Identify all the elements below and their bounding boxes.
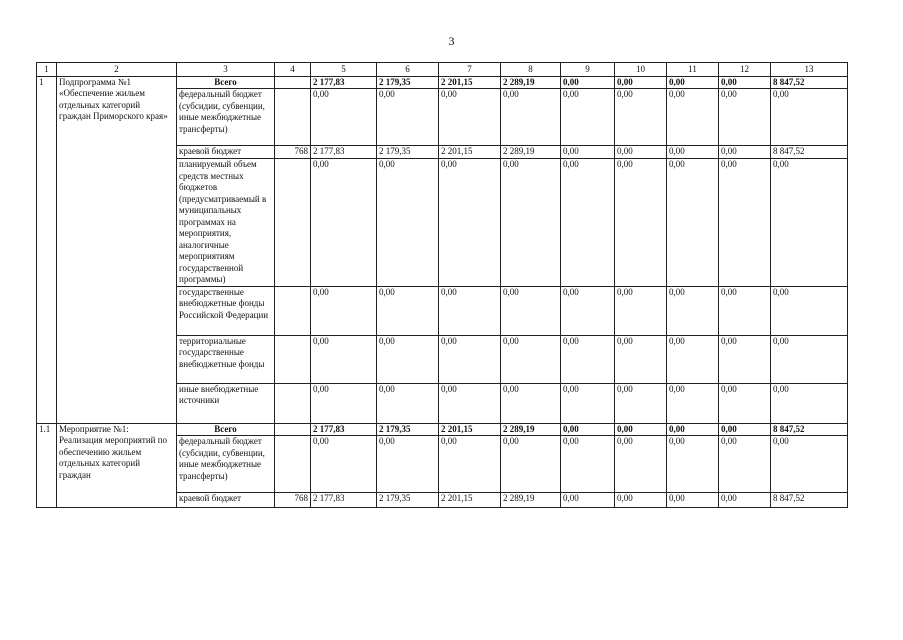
funding-source-label: краевой бюджет xyxy=(177,493,275,508)
column-header-3: 3 xyxy=(177,63,275,77)
value-cell-col-13: 0,00 xyxy=(771,335,848,383)
value-cell-col-5: 2 177,83 xyxy=(311,76,377,89)
value-cell-col-7: 0,00 xyxy=(439,436,501,493)
value-cell-col-8: 2 289,19 xyxy=(501,76,561,89)
value-cell-col-5: 2 177,83 xyxy=(311,423,377,436)
value-cell-col-7: 0,00 xyxy=(439,383,501,423)
value-cell-col-6: 0,00 xyxy=(377,383,439,423)
total-label: Всего xyxy=(177,423,275,436)
value-cell-col-10: 0,00 xyxy=(615,423,667,436)
value-cell-col-9: 0,00 xyxy=(561,436,615,493)
table-row xyxy=(37,423,848,436)
value-cell-col-5: 0,00 xyxy=(311,383,377,423)
value-cell-col-9: 0,00 xyxy=(561,383,615,423)
value-cell-col-12: 0,00 xyxy=(719,335,771,383)
value-cell-col-7: 2 201,15 xyxy=(439,423,501,436)
value-cell-col-7: 2 201,15 xyxy=(439,76,501,89)
value-cell-col-8: 2 289,19 xyxy=(501,146,561,159)
value-cell-col-11: 0,00 xyxy=(667,159,719,287)
value-cell-col-8: 0,00 xyxy=(501,383,561,423)
budget-code xyxy=(275,159,311,287)
value-cell-col-11: 0,00 xyxy=(667,76,719,89)
value-cell-col-9: 0,00 xyxy=(561,146,615,159)
funding-source-label: иные внебюджетные источники xyxy=(177,383,275,423)
value-cell-col-12: 0,00 xyxy=(719,383,771,423)
value-cell-col-13: 0,00 xyxy=(771,286,848,335)
funding-source-label: федеральный бюджет (субсидии, субвенции, иные межбюджетные трансферты) xyxy=(177,89,275,146)
value-cell-col-6: 2 179,35 xyxy=(377,76,439,89)
value-cell-col-10: 0,00 xyxy=(615,159,667,287)
value-cell-col-5: 0,00 xyxy=(311,89,377,146)
budget-code xyxy=(275,436,311,493)
value-cell-col-7: 0,00 xyxy=(439,335,501,383)
value-cell-col-10: 0,00 xyxy=(615,335,667,383)
value-cell-col-13: 0,00 xyxy=(771,436,848,493)
column-header-10: 10 xyxy=(615,63,667,77)
budget-code xyxy=(275,335,311,383)
value-cell-col-6: 2 179,35 xyxy=(377,146,439,159)
value-cell-col-11: 0,00 xyxy=(667,436,719,493)
column-header-8: 8 xyxy=(501,63,561,77)
value-cell-col-12: 0,00 xyxy=(719,286,771,335)
column-header-4: 4 xyxy=(275,63,311,77)
section-number: 1 xyxy=(37,76,57,423)
value-cell-col-8: 2 289,19 xyxy=(501,493,561,508)
value-cell-col-5: 2 177,83 xyxy=(311,146,377,159)
value-cell-col-11: 0,00 xyxy=(667,286,719,335)
funding-source-label: краевой бюджет xyxy=(177,146,275,159)
value-cell-col-7: 2 201,15 xyxy=(439,493,501,508)
column-header-2: 2 xyxy=(57,63,177,77)
funding-source-label: федеральный бюджет (субсидии, субвенции, иные межбюджетные трансферты) xyxy=(177,436,275,493)
value-cell-col-8: 0,00 xyxy=(501,159,561,287)
value-cell-col-12: 0,00 xyxy=(719,76,771,89)
value-cell-col-12: 0,00 xyxy=(719,423,771,436)
funding-source-label: планируемый объем средств местных бюджетов (предусматриваемый в муниципальных программах на мероприятия, аналогичные мероприятиям государственной программы) xyxy=(177,159,275,287)
value-cell-col-10: 0,00 xyxy=(615,436,667,493)
value-cell-col-13: 8 847,52 xyxy=(771,493,848,508)
budget-code: 768 xyxy=(275,493,311,508)
budget-table xyxy=(36,62,848,508)
value-cell-col-5: 0,00 xyxy=(311,436,377,493)
value-cell-col-7: 0,00 xyxy=(439,286,501,335)
value-cell-col-11: 0,00 xyxy=(667,335,719,383)
value-cell-col-7: 0,00 xyxy=(439,89,501,146)
value-cell-col-6: 0,00 xyxy=(377,335,439,383)
value-cell-col-9: 0,00 xyxy=(561,335,615,383)
budget-code xyxy=(275,89,311,146)
value-cell-col-9: 0,00 xyxy=(561,493,615,508)
page-number: 3 xyxy=(448,34,455,48)
column-header-13: 13 xyxy=(771,63,848,77)
column-header-5: 5 xyxy=(311,63,377,77)
column-header-1: 1 xyxy=(37,63,57,77)
value-cell-col-8: 0,00 xyxy=(501,335,561,383)
value-cell-col-12: 0,00 xyxy=(719,146,771,159)
budget-code xyxy=(275,76,311,89)
value-cell-col-12: 0,00 xyxy=(719,159,771,287)
value-cell-col-11: 0,00 xyxy=(667,146,719,159)
total-label: Всего xyxy=(177,76,275,89)
value-cell-col-12: 0,00 xyxy=(719,436,771,493)
column-header-12: 12 xyxy=(719,63,771,77)
value-cell-col-11: 0,00 xyxy=(667,423,719,436)
header-row xyxy=(37,63,848,77)
value-cell-col-5: 0,00 xyxy=(311,286,377,335)
value-cell-col-10: 0,00 xyxy=(615,89,667,146)
value-cell-col-13: 8 847,52 xyxy=(771,146,848,159)
value-cell-col-6: 0,00 xyxy=(377,159,439,287)
value-cell-col-13: 0,00 xyxy=(771,89,848,146)
value-cell-col-7: 0,00 xyxy=(439,159,501,287)
value-cell-col-10: 0,00 xyxy=(615,146,667,159)
budget-code: 768 xyxy=(275,146,311,159)
value-cell-col-8: 0,00 xyxy=(501,89,561,146)
value-cell-col-13: 0,00 xyxy=(771,383,848,423)
value-cell-col-9: 0,00 xyxy=(561,89,615,146)
value-cell-col-5: 0,00 xyxy=(311,335,377,383)
table-row xyxy=(37,76,848,89)
value-cell-col-10: 0,00 xyxy=(615,383,667,423)
value-cell-col-5: 0,00 xyxy=(311,159,377,287)
value-cell-col-7: 2 201,15 xyxy=(439,146,501,159)
value-cell-col-8: 2 289,19 xyxy=(501,423,561,436)
value-cell-col-13: 0,00 xyxy=(771,159,848,287)
value-cell-col-6: 2 179,35 xyxy=(377,493,439,508)
value-cell-col-6: 0,00 xyxy=(377,436,439,493)
column-header-6: 6 xyxy=(377,63,439,77)
budget-code xyxy=(275,423,311,436)
column-header-11: 11 xyxy=(667,63,719,77)
value-cell-col-10: 0,00 xyxy=(615,493,667,508)
section-title: Мероприятие №1: Реализация мероприятий по обеспечению жильем отдельных категорий граждан xyxy=(57,423,177,508)
value-cell-col-5: 2 177,83 xyxy=(311,493,377,508)
value-cell-col-12: 0,00 xyxy=(719,89,771,146)
column-header-7: 7 xyxy=(439,63,501,77)
value-cell-col-6: 2 179,35 xyxy=(377,423,439,436)
value-cell-col-9: 0,00 xyxy=(561,76,615,89)
value-cell-col-10: 0,00 xyxy=(615,76,667,89)
value-cell-col-6: 0,00 xyxy=(377,89,439,146)
value-cell-col-13: 8 847,52 xyxy=(771,76,848,89)
value-cell-col-9: 0,00 xyxy=(561,423,615,436)
value-cell-col-8: 0,00 xyxy=(501,436,561,493)
value-cell-col-9: 0,00 xyxy=(561,286,615,335)
value-cell-col-11: 0,00 xyxy=(667,383,719,423)
section-number: 1.1 xyxy=(37,423,57,508)
column-header-9: 9 xyxy=(561,63,615,77)
value-cell-col-10: 0,00 xyxy=(615,286,667,335)
budget-code xyxy=(275,286,311,335)
value-cell-col-9: 0,00 xyxy=(561,159,615,287)
value-cell-col-6: 0,00 xyxy=(377,286,439,335)
funding-source-label: территориальные государственные внебюджетные фонды xyxy=(177,335,275,383)
value-cell-col-13: 8 847,52 xyxy=(771,423,848,436)
funding-source-label: государственные внебюджетные фонды Российской Федерации xyxy=(177,286,275,335)
value-cell-col-11: 0,00 xyxy=(667,493,719,508)
value-cell-col-12: 0,00 xyxy=(719,493,771,508)
value-cell-col-11: 0,00 xyxy=(667,89,719,146)
budget-code xyxy=(275,383,311,423)
section-title: Подпрограмма №1 «Обеспечение жильем отдельных категорий граждан Приморского края» xyxy=(57,76,177,423)
value-cell-col-8: 0,00 xyxy=(501,286,561,335)
